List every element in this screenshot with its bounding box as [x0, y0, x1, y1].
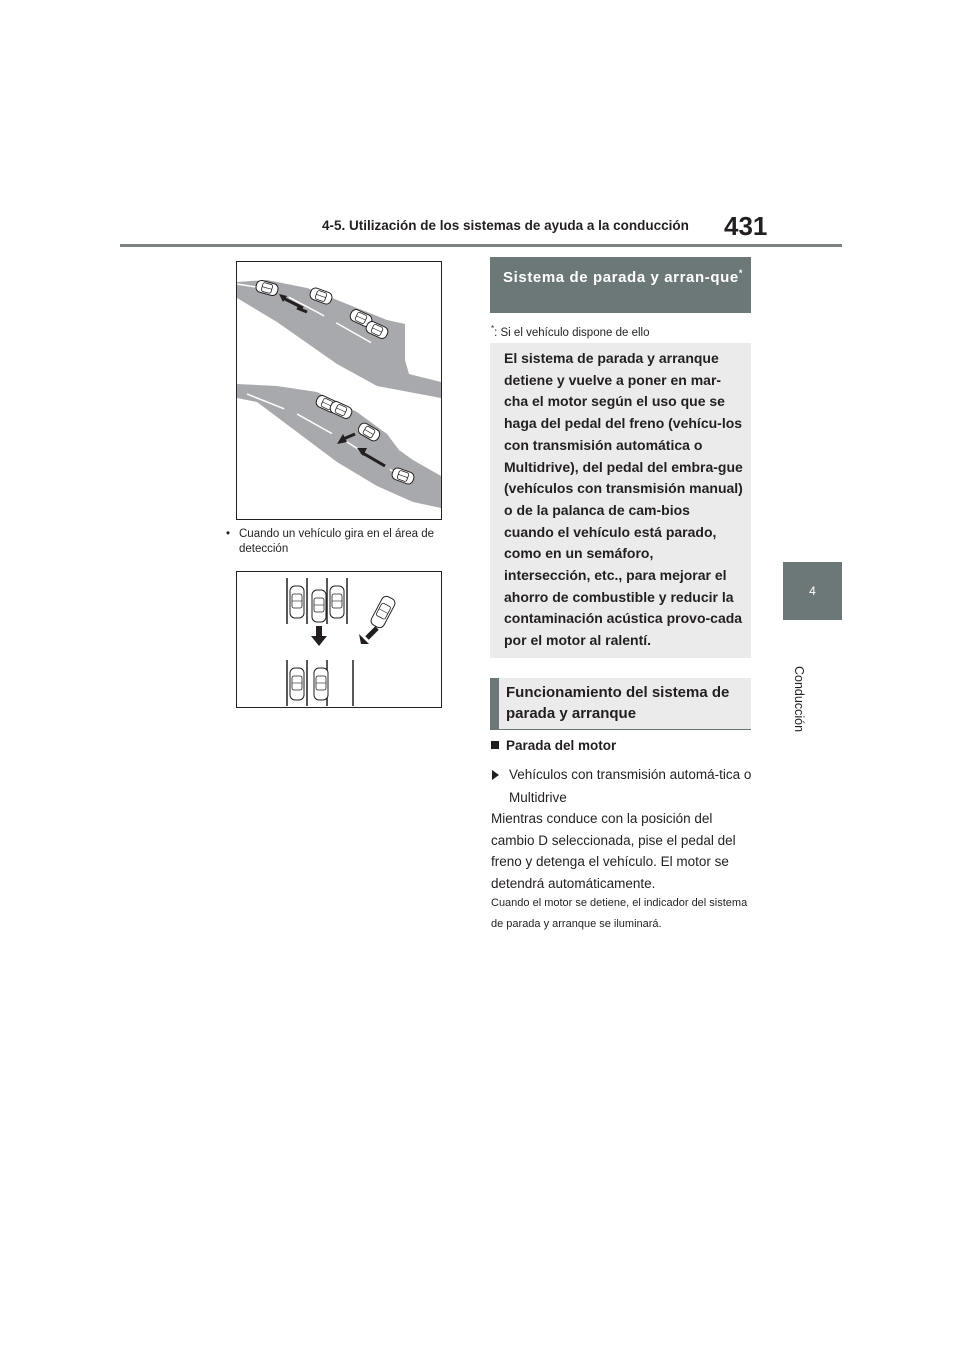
page-number: 431	[724, 211, 768, 241]
chapter-label-text: Conducción	[792, 666, 806, 733]
summary-box: El sistema de parada y arranque detiene y vuelve a poner en mar-cha el motor según el uso que se haga del pedal del freno (vehícu-los con transmisión automática o Multidrive), del pedal del embra-gue (vehículos con transmisión manual) o de la palanca de cam-bios cuando el vehículo está parado, como en un semáforo, intersección, etc., para mejorar el ahorro de combustible y reducir la contaminación acústica provo-cada por el motor al ralentí.	[490, 343, 751, 658]
body-paragraph: Mientras conduce con la posición del cambio D seleccionada, pise el pedal del freno y detenga el vehículo. El motor se detendrá automáticamente.	[491, 811, 736, 891]
figure-caption	[226, 527, 450, 557]
footnote-text: : Si el vehículo dispone de ello	[494, 326, 650, 339]
car-icon	[290, 586, 304, 618]
car-icon	[290, 668, 304, 700]
car-icon	[314, 668, 328, 700]
parking-turn-figure	[236, 571, 442, 708]
square-bullet-icon	[491, 741, 499, 749]
subheading-engine-stop-text: Parada del motor	[506, 738, 617, 753]
caption-text: Cuando un vehículo gira en el área de detección	[239, 528, 435, 555]
subheading-automatic	[491, 763, 753, 809]
header-rule	[120, 244, 842, 247]
subheading-automatic-text: Vehículos con transmisión automá-tica o Multidrive	[509, 767, 752, 805]
traffic-lanes-figure	[236, 261, 442, 520]
chapter-number: 4	[809, 584, 816, 598]
triangle-bullet-icon	[492, 770, 499, 780]
section-heading-stop-start	[490, 257, 751, 313]
section-heading-operation: Funcionamiento del sistema de parada y arranque	[490, 678, 751, 730]
parking-turn-illustration	[237, 572, 441, 707]
car-icon	[330, 586, 344, 618]
section-heading-text: Sistema de parada y arran-que	[503, 269, 739, 286]
note-paragraph: Cuando el motor se detiene, el indicador del sistema de parada y arranque se iluminará.	[491, 897, 748, 930]
subheading-engine-stop	[491, 738, 616, 753]
car-icon	[312, 590, 326, 622]
footnote	[491, 324, 649, 339]
header-section-title: 4-5. Utilización de los sistemas de ayuda a la conducción	[322, 218, 689, 233]
chapter-tab[interactable]	[783, 562, 842, 620]
chapter-label	[792, 666, 812, 733]
traffic-lanes-illustration	[237, 262, 441, 519]
caption-bullet: •	[226, 528, 231, 540]
footnote-mark: *	[491, 324, 495, 333]
section-heading-asterisk: *	[738, 268, 743, 278]
car-icon	[369, 595, 396, 630]
